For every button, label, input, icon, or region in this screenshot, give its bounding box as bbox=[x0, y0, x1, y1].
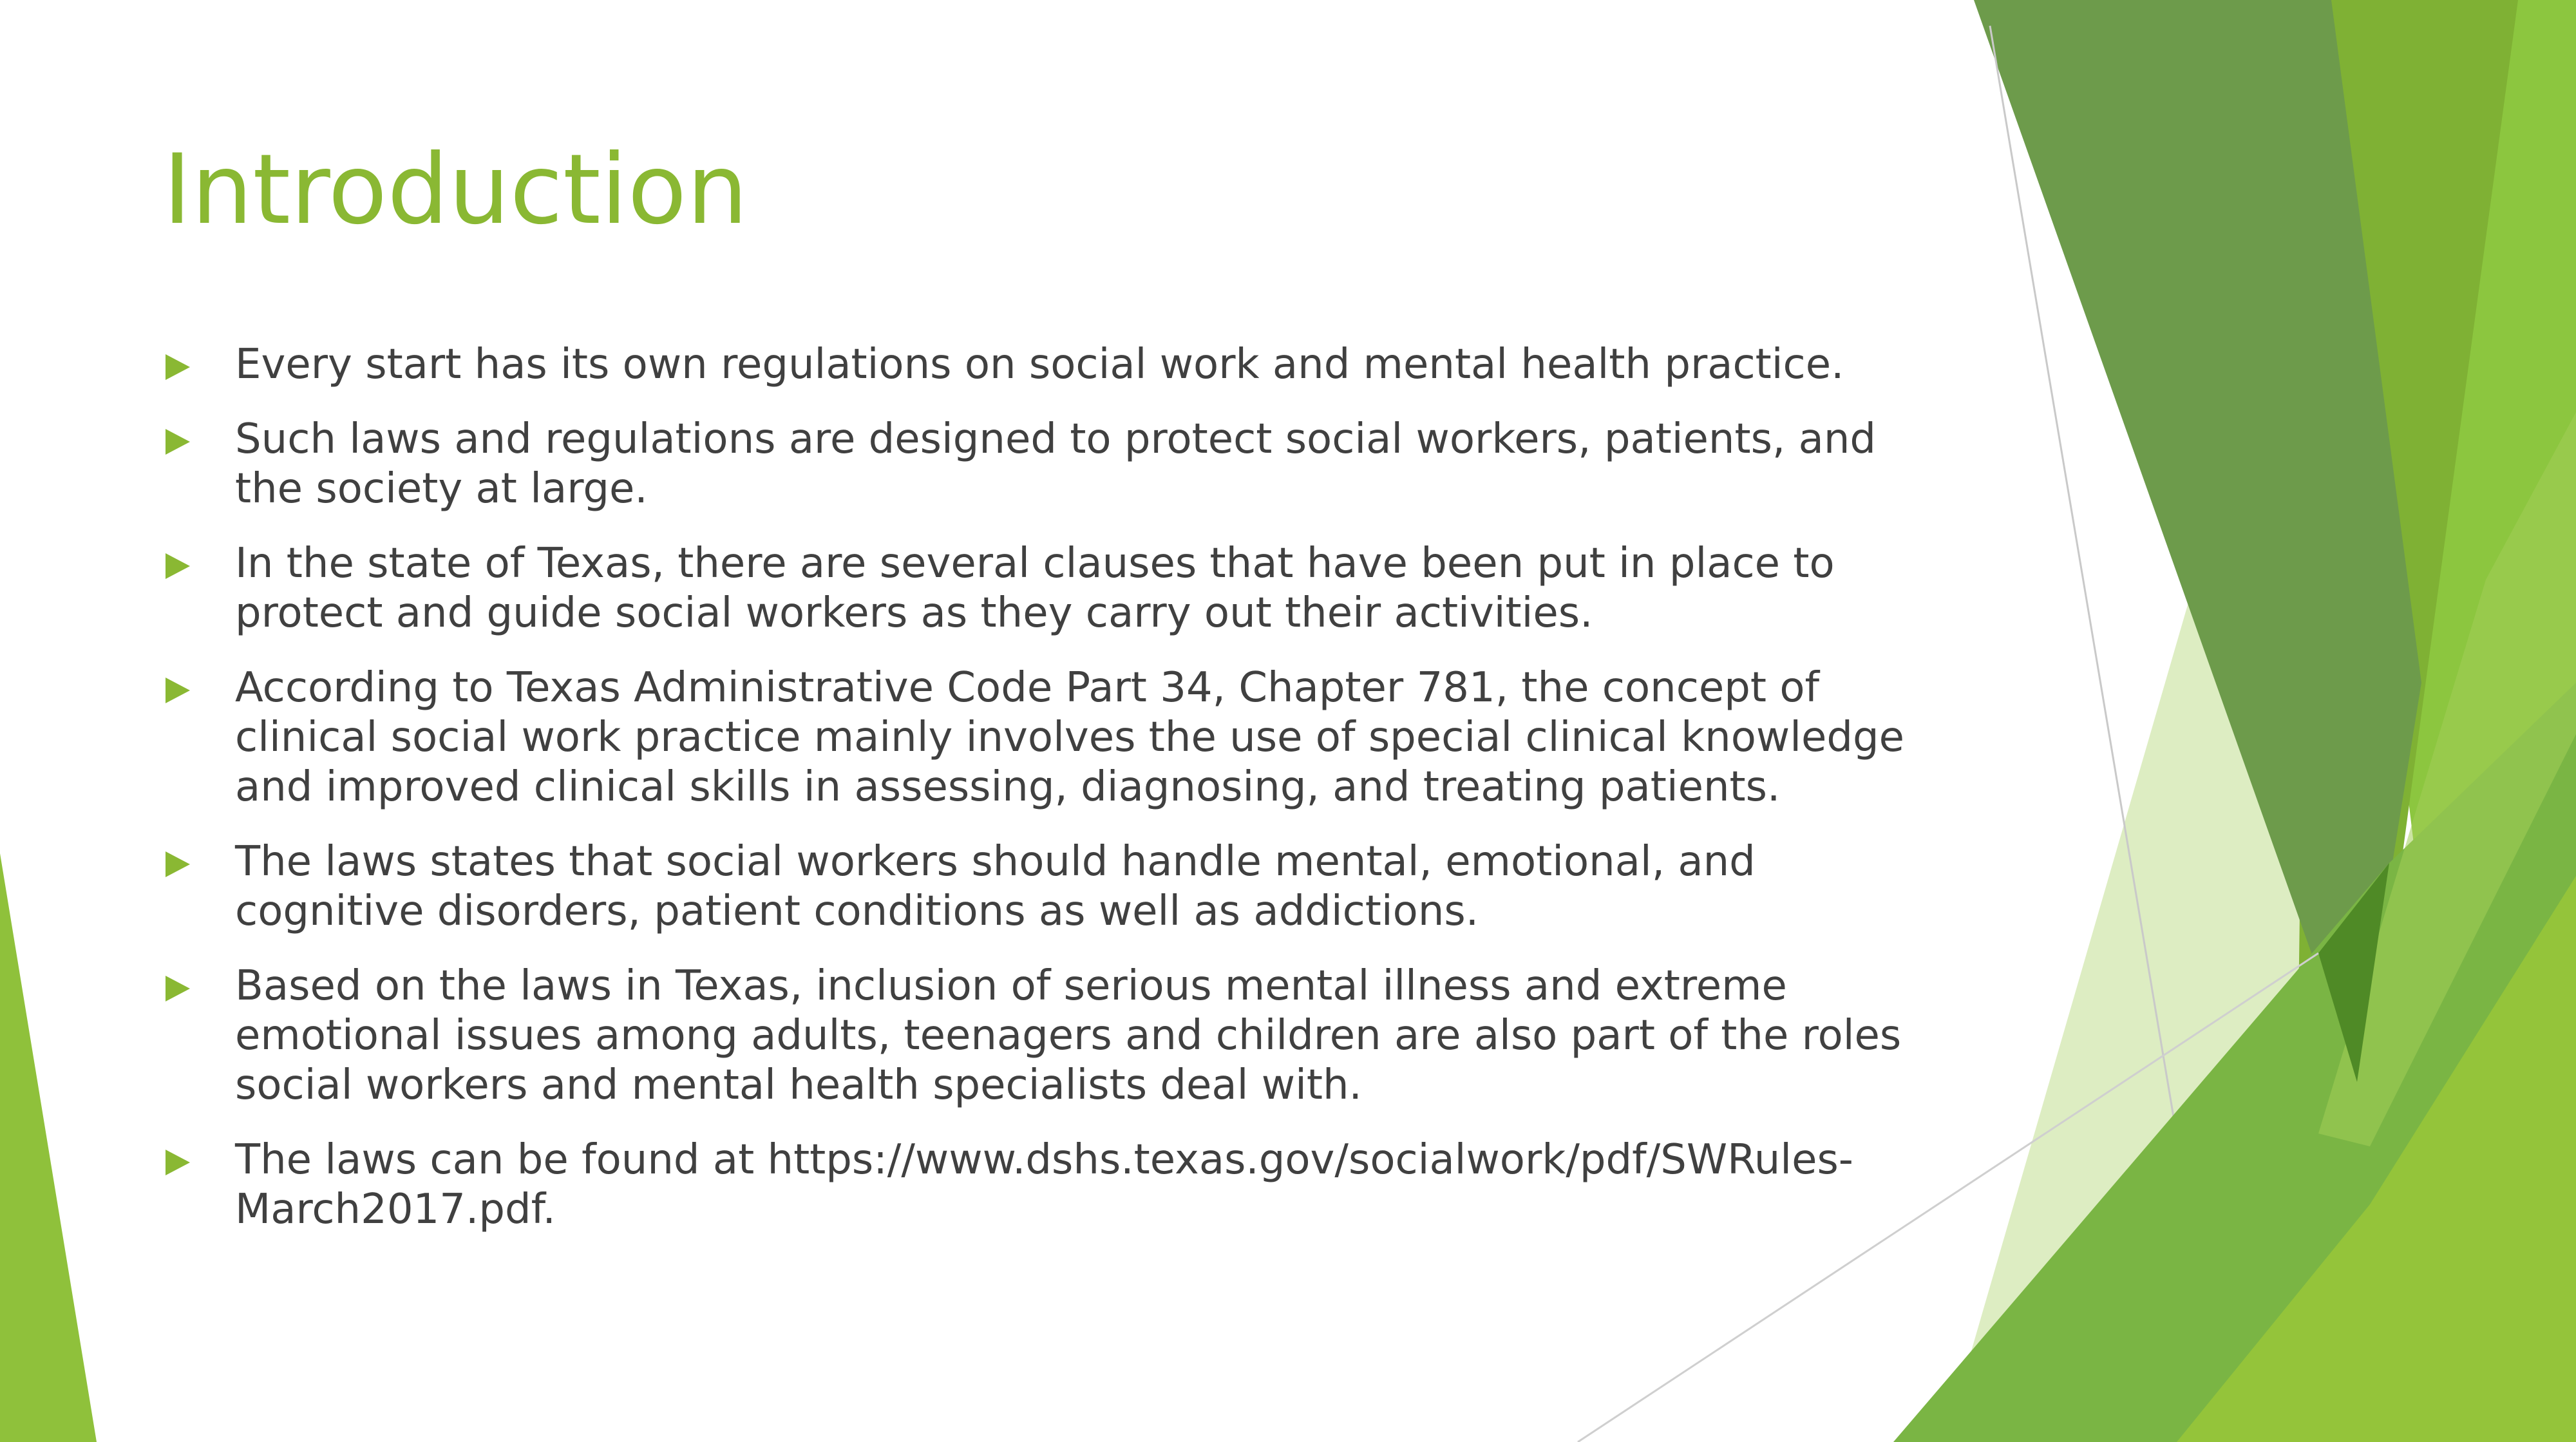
triangle-bullet-icon bbox=[166, 1150, 190, 1175]
bullet-text: The laws can be found at https://www.dshs.texas.gov/socialwork/pdf/SWRules-March2017.pdf. bbox=[235, 1136, 1853, 1233]
left-green-sliver bbox=[0, 853, 97, 1442]
bullet-item bbox=[164, 663, 1955, 812]
bullet-text: According to Texas Administrative Code Part 34, Chapter 781, the concept of clinical social work practice mainly involves the use of special clinical knowledge and improved clinical skills in assessing, diagnosing, and treating patients. bbox=[235, 664, 1904, 811]
bullet-item bbox=[164, 415, 1955, 514]
bullet-item bbox=[164, 340, 1955, 390]
bullet-text: The laws states that social workers should handle mental, emotional, and cognitive disorders, patient conditions as well as addictions. bbox=[235, 838, 1756, 935]
triangle-bullet-icon bbox=[166, 976, 190, 1001]
triangle-bullet-icon bbox=[166, 354, 190, 380]
triangle-bullet-icon bbox=[166, 851, 190, 877]
triangle-bullet-icon bbox=[166, 429, 190, 455]
triangle-bullet-icon bbox=[166, 553, 190, 579]
triangle-bullet-icon bbox=[166, 678, 190, 703]
slide-title: Introduction bbox=[163, 134, 748, 246]
bullet-item bbox=[164, 539, 1955, 638]
bullet-text: Based on the laws in Texas, inclusion of serious mental illness and extreme emotional issues among adults, teenagers and children are also part of the roles social workers and mental health specialists deal with. bbox=[235, 962, 1902, 1109]
bullet-item bbox=[164, 1135, 1955, 1235]
bullet-text: Every start has its own regulations on social work and mental health practice. bbox=[235, 341, 1844, 388]
bullet-item bbox=[164, 962, 1955, 1110]
bullet-list bbox=[164, 340, 1955, 1260]
bullet-text: In the state of Texas, there are several clauses that have been put in place to protect and guide social workers as they carry out their activities. bbox=[235, 540, 1835, 637]
bullet-item bbox=[164, 837, 1955, 936]
bullet-text: Such laws and regulations are designed to protect social workers, patients, and the society at large. bbox=[235, 415, 1876, 513]
